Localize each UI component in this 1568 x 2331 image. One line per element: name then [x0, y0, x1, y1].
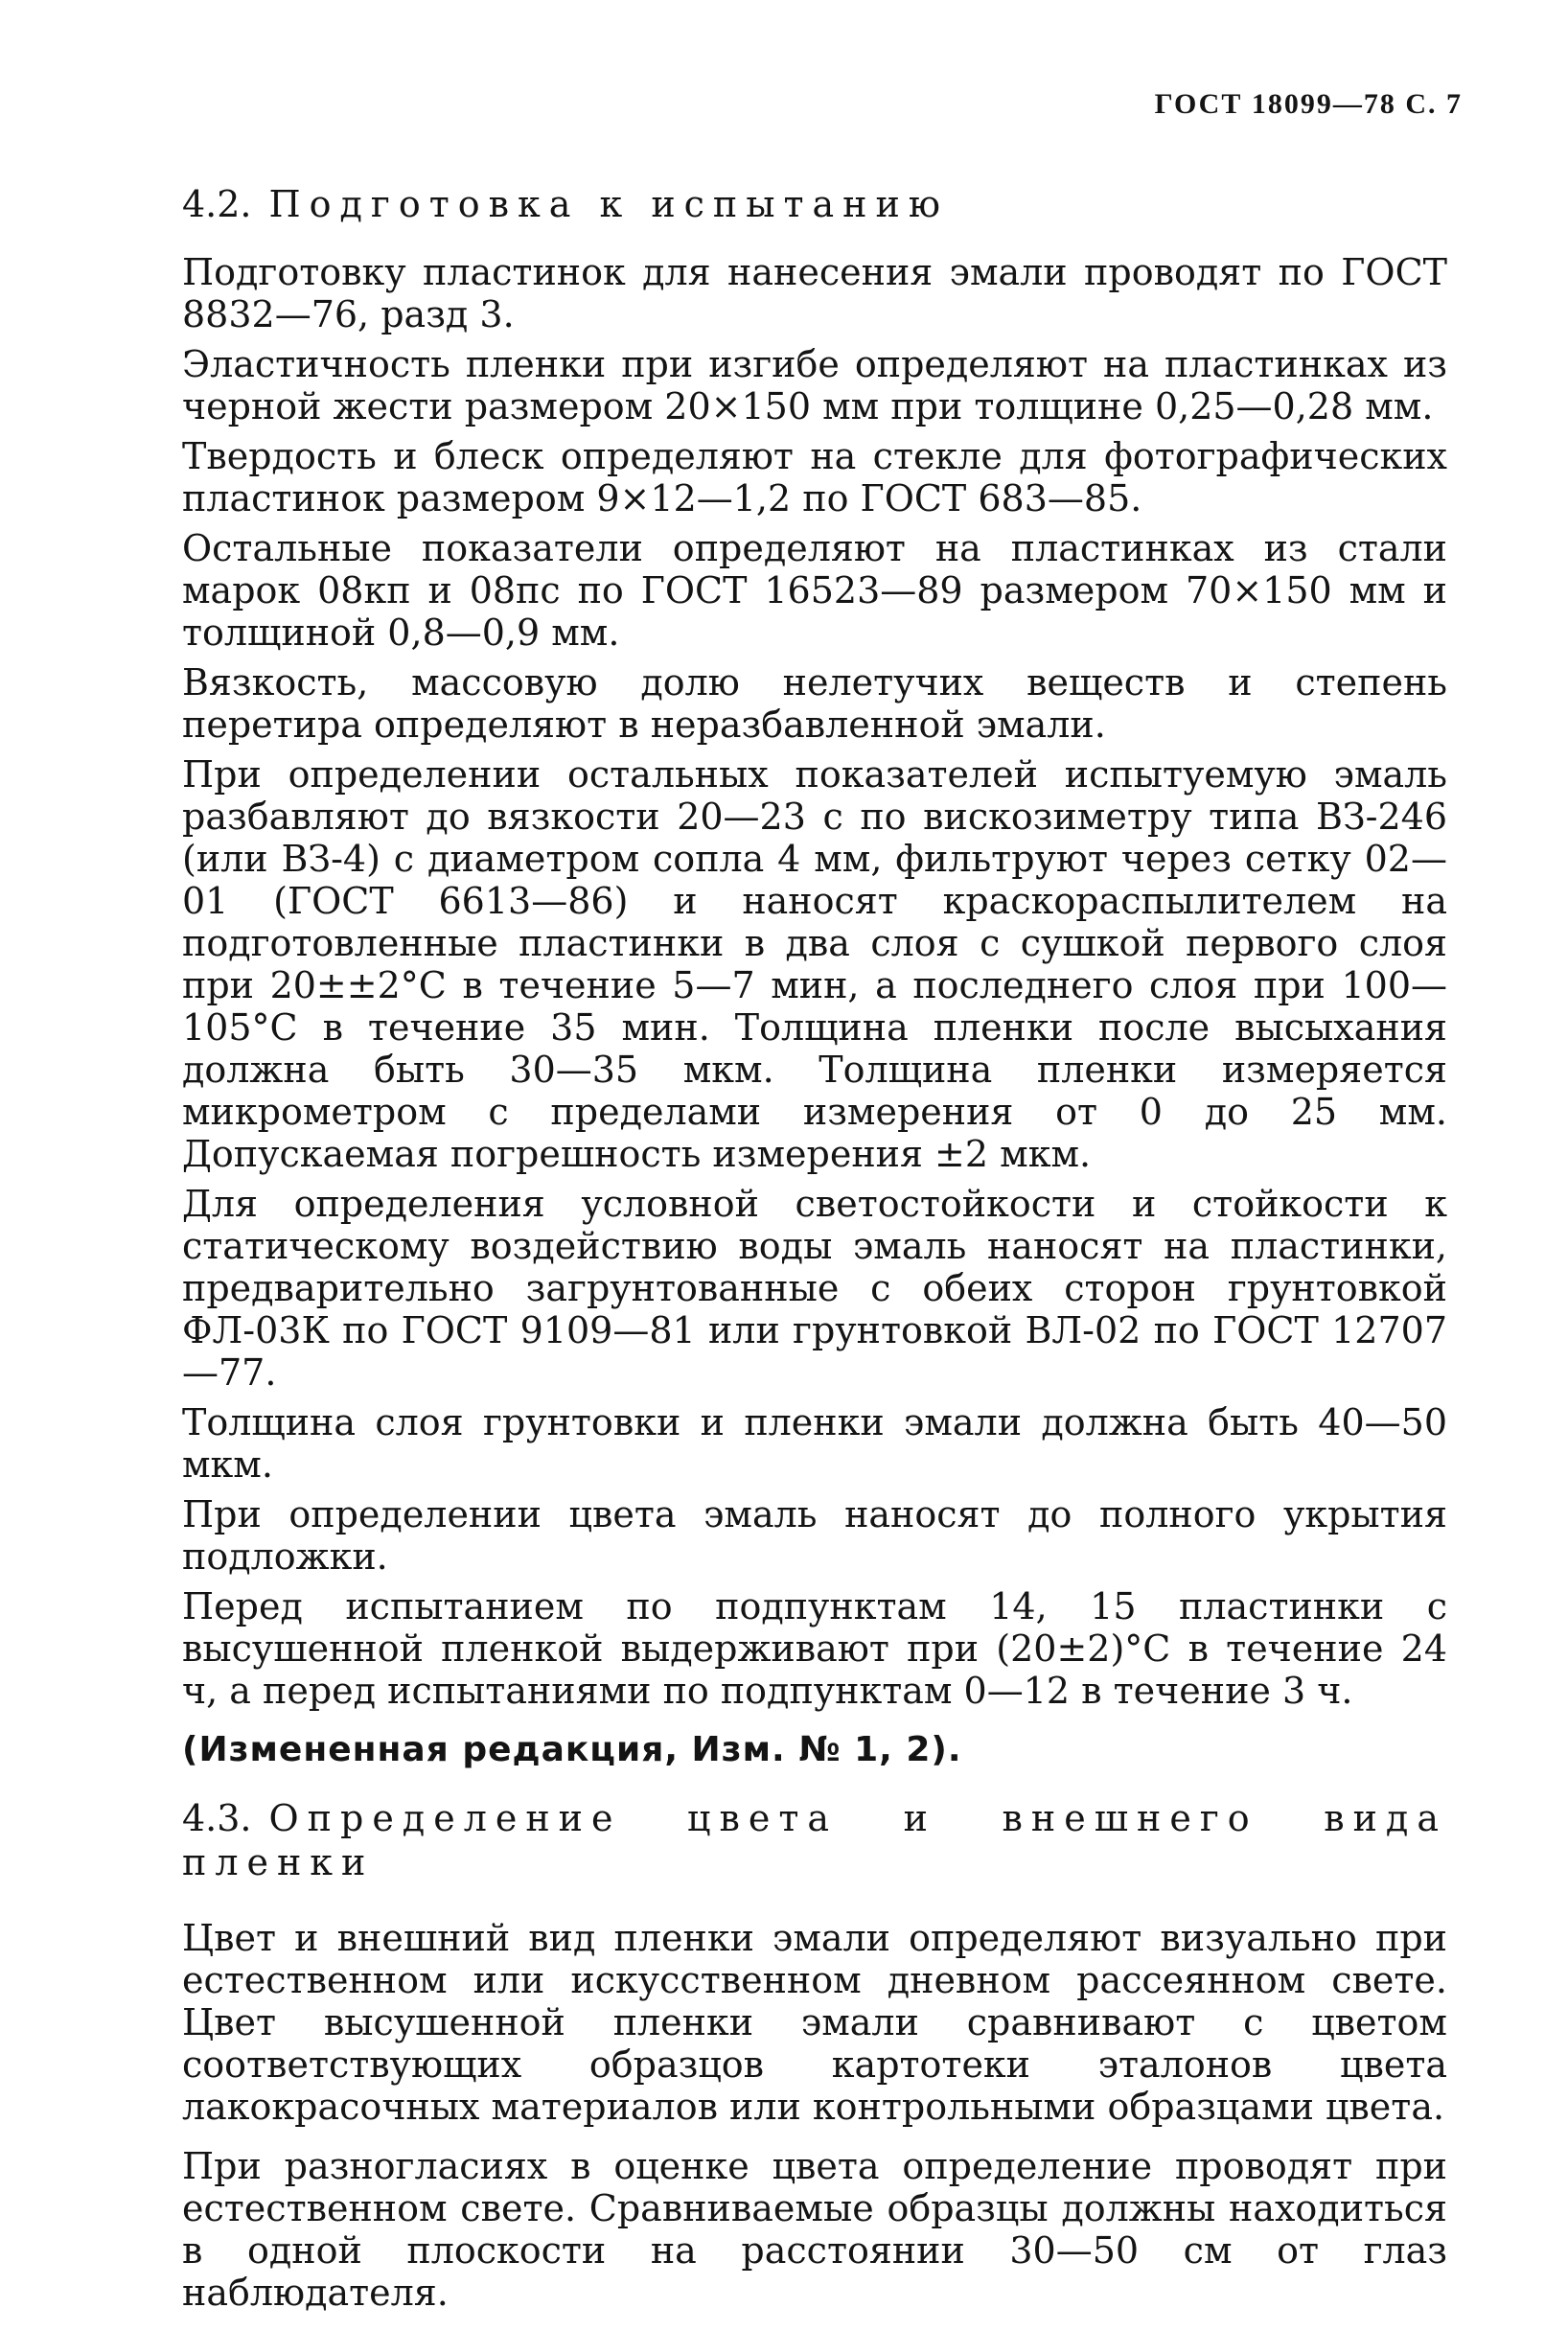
section-number: 4.3.	[182, 1797, 252, 1839]
paragraph: Эластичность пленки при изгибе определяют на пластинках из черной жести размером 20×150 мм при толщине 0,25—0,28 мм.	[182, 343, 1447, 427]
section-heading-4-3	[182, 1796, 1447, 1884]
paragraph: Вязкость, массовую долю нелетучих веществ и степень перетира определяют в неразбавленной эмали.	[182, 661, 1447, 746]
paragraph: При определении цвета эмаль наносят до полного укрытия подложки.	[182, 1493, 1447, 1578]
paragraph: Толщина слоя грунтовки и пленки эмали должна быть 40—50 мкм.	[182, 1401, 1447, 1486]
page-header: ГОСТ 18099—78 С. 7	[1154, 88, 1463, 120]
paragraph: При разногласиях в оценке цвета определение проводят при естественном свете. Сравниваемые образцы должны находиться в одной плоскости на расстоянии 30—50 см от глаз наблюдателя.	[182, 2145, 1447, 2314]
paragraph: Подготовку пластинок для нанесения эмали проводят по ГОСТ 8832—76, разд 3.	[182, 251, 1447, 335]
paragraph: Твердость и блеск определяют на стекле для фотографических пластинок размером 9×12—1,2 по ГОСТ 683—85.	[182, 435, 1447, 519]
paragraph: Перед испытанием по подпунктам 14, 15 пластинки с высушенной пленкой выдерживают при (20±2)°С в течение 24 ч, а перед испытаниями по подпунктам 0—12 в течение 3 ч.	[182, 1585, 1447, 1712]
paragraph: При определении остальных показателей испытуемую эмаль разбавляют до вязкости 20—23 с по вискозиметру типа ВЗ-246 (или ВЗ-4) с диаметром сопла 4 мм, фильтруют через сетку 02—01 (ГОСТ 6613—86) и наносят краскораспылителем на подготовленные пластинки в два слоя с сушкой первого слоя при 20±±2°С в течение 5—7 мин, а последнего слоя при 100—105°С в течение 35 мин. Толщина пленки после высыхания должна быть 30—35 мкм. Толщина пленки измеряется микрометром с пределами измерения от 0 до 25 мм. Допускаемая погрешность измерения ±2 мкм.	[182, 753, 1447, 1175]
section-title: Определение цвета и внешнего вида пленки	[182, 1797, 1447, 1883]
paragraph: Цвет и внешний вид пленки эмали определяют визуально при естественном или искусственном дневном рассеянном свете. Цвет высушенной пленки эмали сравнивают с цветом соответствующих образцов картотеки эталонов цвета лакокрасочных материалов или контрольными образцами цвета.	[182, 1917, 1447, 2128]
paragraph: Остальные показатели определяют на пластинках из стали марок 08кп и 08пс по ГОСТ 16523—89 размером 70×150 мм и толщиной 0,8—0,9 мм.	[182, 527, 1447, 654]
section-4-3-body	[182, 1917, 1447, 2314]
page-content	[182, 182, 1447, 2331]
section-heading-4-2	[182, 182, 1447, 226]
amendment-note: (Измененная редакция, Изм. № 1, 2).	[182, 1730, 962, 1769]
section-4-2-body	[182, 251, 1447, 1712]
paragraph: Для определения условной светостойкости и стойкости к статическому воздействию воды эмаль наносят на пластинки, предварительно загрунтованные с обеих сторон грунтовкой ФЛ-03К по ГОСТ 9109—81 или грунтовкой ВЛ-02 по ГОСТ 12707—77.	[182, 1183, 1447, 1394]
section-title: Подготовка к испытанию	[268, 183, 949, 225]
section-number: 4.2.	[182, 183, 252, 225]
